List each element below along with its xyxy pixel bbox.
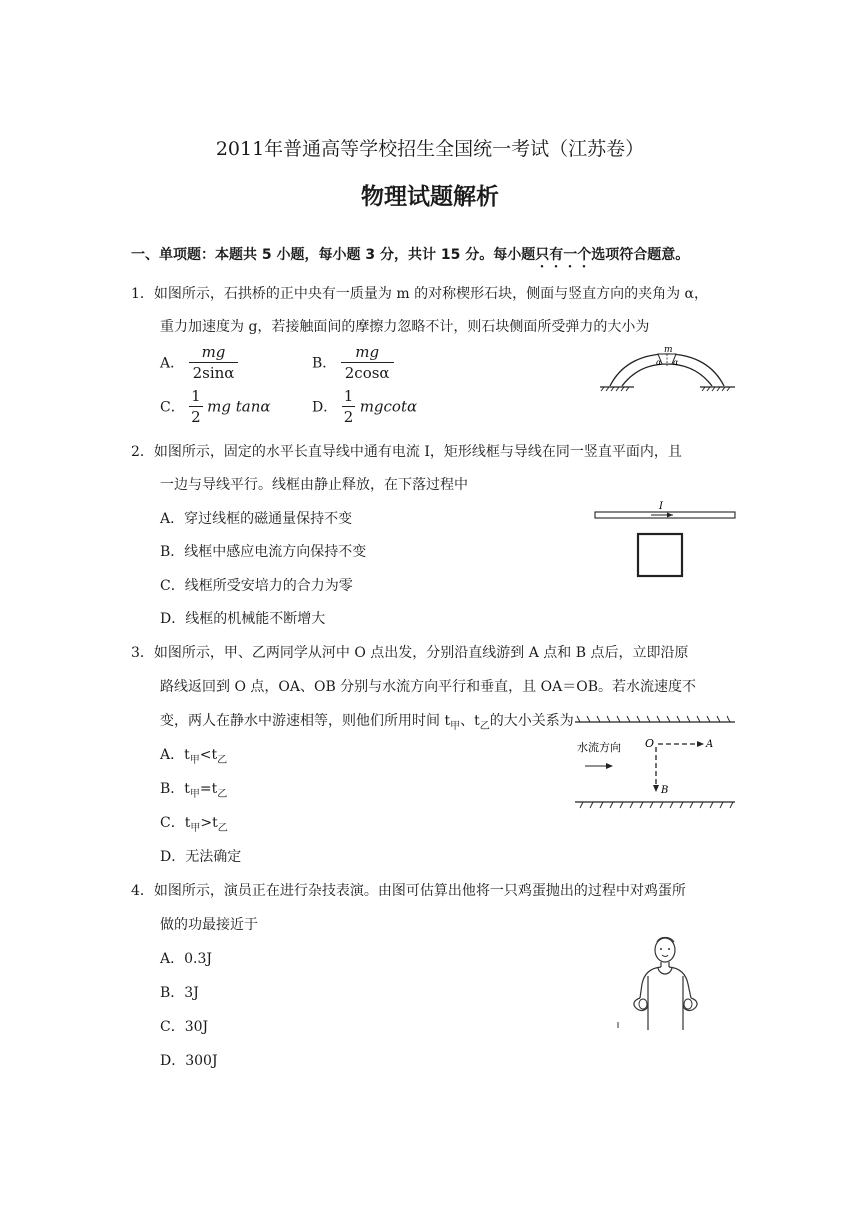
q1-option-a-label: A． <box>160 355 185 372</box>
q1-fig-alpha-left: α <box>656 358 662 367</box>
q2-wire-loop-figure <box>593 498 738 580</box>
section-head: 一、单项题：本题共 5 小题，每小题 3 分，共计 15 分。每小题 <box>131 247 536 263</box>
q3-stem-line3 <box>160 710 574 732</box>
q3-b-sub1: 甲 <box>189 788 200 800</box>
q1-option-d <box>312 388 417 427</box>
q2-option-a: A．穿过线框的磁通量保持不变 <box>160 511 353 527</box>
q3-fig-flow-label: 水流方向 <box>577 741 621 754</box>
q3-c-pre: C．t <box>160 815 191 831</box>
q3-line3-b: 、t <box>460 713 480 729</box>
q2-stem-line2: 一边与导线平行。线框由静止释放，在下落过程中 <box>160 477 468 493</box>
q1-fig-alpha-right: α <box>673 358 679 367</box>
paper-subtitle: 物理试题解析 <box>361 184 499 210</box>
exam-title: 2011年普通高等学校招生全国统一考试（江苏卷） <box>215 138 645 160</box>
q4-stem-line1: 4．如图所示，演员正在进行杂技表演。由图可估算出他将一只鸡蛋抛出的过程中对鸡蛋所 <box>131 883 686 899</box>
q3-river-figure <box>575 710 737 812</box>
q1-d-numerator: 1 <box>342 388 356 407</box>
q4-option-c: C．30J <box>160 1019 209 1035</box>
q3-option-a <box>160 744 227 766</box>
q1-option-c <box>160 388 271 427</box>
q1-stem-line2: 重力加速度为 g，若接触面间的摩擦力忽略不计，则石块侧面所受弹力的大小为 <box>160 319 650 335</box>
q1-a-denominator: 2sinα <box>192 364 235 383</box>
q3-option-b <box>160 778 227 800</box>
q1-stem-line1: 1．如图所示，石拱桥的正中央有一质量为 m 的对称楔形石块，侧面与竖直方向的夹角为 α， <box>131 286 708 302</box>
q1-option-a <box>160 344 238 383</box>
q3-b-pre: B．t <box>160 781 190 797</box>
q2-fig-current-label: I <box>659 501 663 512</box>
q1-option-b-label: B． <box>312 355 337 372</box>
q3-c-sub2: 乙 <box>217 822 228 834</box>
q3-stem-line2: 路线返回到 O 点，OA、OB 分别与水流方向平行和垂直，且 OA＝OB。若水流速度不 <box>160 679 696 695</box>
q2-option-d: D．线框的机械能不断增大 <box>160 611 326 627</box>
section-tail: 选项符合题意。 <box>591 247 690 263</box>
q3-fig-point-b: B <box>661 785 669 796</box>
q3-option-d: D．无法确定 <box>160 849 242 865</box>
q1-b-numerator: mg <box>341 344 394 363</box>
q4-juggler-figure <box>612 932 712 1032</box>
q1-option-d-label: D． <box>312 399 338 416</box>
q1-option-b-fraction <box>341 344 394 383</box>
q2-stem-line1: 2．如图所示，固定的水平长直导线中通有电流 I，矩形线框与导线在同一竖直平面内，且 <box>131 444 682 460</box>
q3-sub-yi: 乙 <box>479 720 490 732</box>
q1-arch-bridge-figure <box>600 342 735 398</box>
section-heading <box>131 244 689 271</box>
q3-a-sub2: 乙 <box>217 754 228 766</box>
q3-sub-jia: 甲 <box>450 720 461 732</box>
q1-d-denominator: 2 <box>343 408 354 427</box>
q1-b-denominator: 2cosα <box>344 364 390 383</box>
q3-fig-point-a: A <box>706 739 714 750</box>
q3-option-c <box>160 812 228 834</box>
q1-d-expression: mgcotα <box>359 397 418 416</box>
q4-option-b: B．3J <box>160 985 199 1001</box>
q4-stem-line2: 做的功最接近于 <box>160 917 258 933</box>
q2-option-b: B．线框中感应电流方向保持不变 <box>160 544 367 560</box>
section-emphasis: 只有一个 <box>535 247 592 263</box>
q4-option-d: D．300J <box>160 1053 218 1069</box>
q1-c-numerator: 1 <box>189 388 203 407</box>
q3-line3-c: 的大小关系为 <box>489 713 574 729</box>
q3-a-pre: A．t <box>160 747 190 763</box>
q3-a-rel: <t <box>199 747 218 763</box>
q1-c-expression: mg tanα <box>207 397 271 416</box>
q4-option-a: A．0.3J <box>160 951 212 967</box>
q1-fig-mass-label: m <box>664 345 673 355</box>
q3-b-sub2: 乙 <box>217 788 228 800</box>
q3-stem-line1: 3．如图所示，甲、乙两同学从河中 O 点出发，分别沿直线游到 A 点和 B 点后，立即沿原 <box>131 645 689 661</box>
q3-c-sub1: 甲 <box>190 822 201 834</box>
q1-option-a-fraction <box>189 344 239 383</box>
q1-option-c-fraction <box>189 388 203 427</box>
q3-a-sub1: 甲 <box>189 754 200 766</box>
q1-c-denominator: 2 <box>191 408 201 427</box>
q1-option-c-label: C． <box>160 399 185 416</box>
q3-b-rel: =t <box>199 781 218 797</box>
q2-option-c: C．线框所受安培力的合力为零 <box>160 578 353 594</box>
q3-c-rel: >t <box>200 815 218 831</box>
q3-fig-point-o: O <box>645 737 655 750</box>
q1-a-numerator: mg <box>189 344 239 363</box>
q1-option-b <box>312 344 394 383</box>
q1-option-d-fraction <box>342 388 356 427</box>
q3-line3-a: 变，两人在静水中游速相等，则他们所用时间 t <box>160 713 451 729</box>
